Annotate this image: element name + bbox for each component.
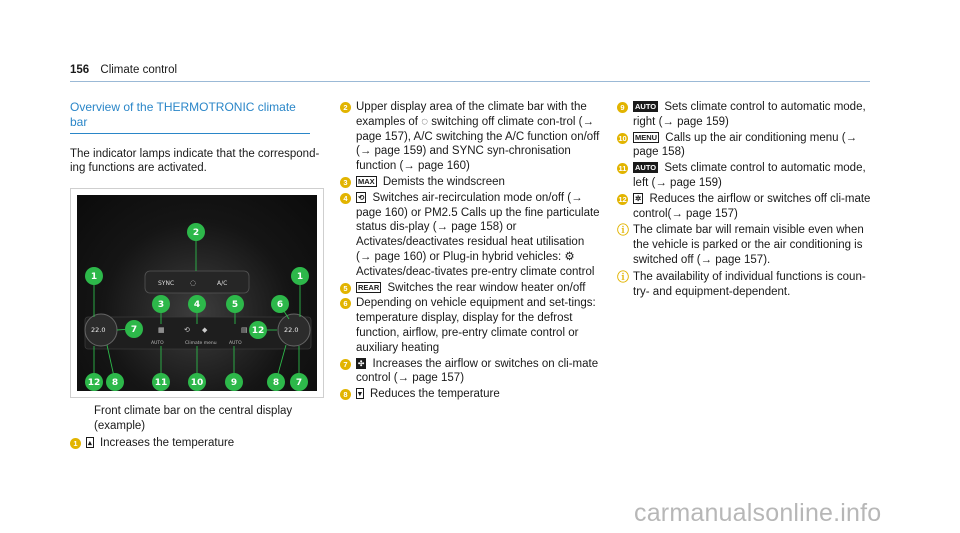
column-right xyxy=(617,100,882,299)
rear-defrost-glyph: ▤ xyxy=(241,326,248,335)
svg-text:10: 10 xyxy=(190,378,204,389)
list-item-5 xyxy=(340,281,602,296)
list-item-7 xyxy=(340,357,602,387)
item-number: 11 xyxy=(618,164,627,174)
auto-icon: AUTO xyxy=(635,102,657,111)
svg-text:12: 12 xyxy=(251,326,265,337)
item-number: 4 xyxy=(340,193,351,204)
item-text: Sets climate control to automatic mode, right (→ page 159) xyxy=(633,101,866,128)
item-text: Reduces the temperature xyxy=(369,388,500,401)
svg-text:8: 8 xyxy=(272,378,280,389)
column-left xyxy=(70,100,325,452)
item-text: Increases the airflow or switches on cli-mate control (→ page 157) xyxy=(356,357,599,385)
defrost-glyph: ▦ xyxy=(158,326,165,335)
item-text: Upper display area of the climate bar with the examples of ◌ switching off climate con-trol (→ page 157), A/C switching the A/C function on/off (→ page 159) and SYNC syn-chronisation function (→ page 160) xyxy=(356,101,600,173)
car-glyph: ◆ xyxy=(202,326,208,335)
item-number: 3 xyxy=(340,177,351,188)
fan-reduce-icon: ✲ xyxy=(635,193,642,203)
note-1 xyxy=(617,223,882,267)
sync-label: SYNC xyxy=(158,280,175,288)
list-item-12 xyxy=(617,192,882,222)
info-icon: ⓘ xyxy=(617,269,630,284)
item-number: 1 xyxy=(70,438,81,449)
climate-menu-label: Climate menu xyxy=(185,341,217,347)
item-number: 9 xyxy=(617,102,628,113)
svg-text:2: 2 xyxy=(192,228,200,239)
page-header xyxy=(70,63,870,82)
svg-text:9: 9 xyxy=(230,378,238,389)
page-number: 156 xyxy=(70,64,90,76)
temp-left: 22.0 xyxy=(91,326,106,335)
item-text: Calls up the air conditioning menu (→ page 158) xyxy=(633,131,858,159)
info-icon: ⓘ xyxy=(617,223,630,238)
list-item-6 xyxy=(340,296,602,355)
list-item-9 xyxy=(617,100,882,130)
item-number: 6 xyxy=(340,298,351,309)
auto-icon: AUTO xyxy=(635,163,657,173)
item-text: Demists the windscreen xyxy=(382,175,505,188)
svg-text:5: 5 xyxy=(231,300,239,311)
menu-icon: MENU xyxy=(635,132,658,142)
section-name: Climate control xyxy=(100,64,178,76)
climate-bar-illustration xyxy=(71,189,324,398)
auto-left: AUTO xyxy=(151,341,164,347)
temp-right: 22.0 xyxy=(284,326,299,335)
triangle-up-icon: ▴ xyxy=(88,437,92,447)
svg-text:1: 1 xyxy=(90,272,98,283)
off-glyph: ◌ xyxy=(190,279,197,288)
list-item-10 xyxy=(617,131,882,161)
windscreen-max-icon: MAX xyxy=(358,176,375,186)
item-text: Switches air-recirculation mode on/off (→ page 160) or PM2.5 Calls up the fine particulate status dis-play (→ page 158) or Activates/deactivates residual heat utilisation (→ page 160) or Plug-in hybrid vehicles: ⚙ Activates/deac-tivates pre-entry climate control xyxy=(356,191,600,278)
item-text: Increases the temperature xyxy=(99,436,235,449)
svg-text:4: 4 xyxy=(193,300,201,311)
item-number: 12 xyxy=(618,194,627,204)
watermark: carmanualsonline.info xyxy=(634,499,882,527)
note-text: The availability of individual functions is coun-try- and equipment-dependent. xyxy=(633,270,866,298)
list-item-8 xyxy=(340,387,602,402)
recirc-glyph: ⟲ xyxy=(184,326,190,335)
list-item-4 xyxy=(340,191,602,280)
item-number: 5 xyxy=(340,283,351,294)
intro-text: The indicator lamps indicate that the correspond-ing functions are activated. xyxy=(70,147,320,175)
note-text: The climate bar will remain visible even when the vehicle is parked or the air conditioning is switched off (→ page 157). xyxy=(633,224,864,266)
figure-caption: Front climate bar on the central display (example) xyxy=(94,405,293,432)
item-text: Reduces the airflow or switches off cli-mate control(→ page 157) xyxy=(633,192,871,220)
svg-text:11: 11 xyxy=(154,378,168,389)
svg-text:3: 3 xyxy=(157,300,165,311)
item-text: Depending on vehicle equipment and set-tings: temperature display, display for the defrost function, airflow, pre-entry climate control or auxiliary heating xyxy=(356,297,596,354)
svg-text:1: 1 xyxy=(296,272,304,283)
item-text: Switches the rear window heater on/off xyxy=(387,281,586,294)
item-number: 7 xyxy=(340,359,351,370)
svg-text:7: 7 xyxy=(295,378,303,389)
svg-text:8: 8 xyxy=(111,378,119,389)
svg-text:12: 12 xyxy=(87,378,101,389)
climate-bar-figure xyxy=(70,188,324,398)
item-text: Sets climate control to automatic mode, left (→ page 159) xyxy=(633,162,866,189)
section-title: Overview of the THERMOTRONIC climate bar xyxy=(70,100,310,134)
fan-icon: ✣ xyxy=(358,358,365,368)
list-item-3 xyxy=(340,175,602,190)
item-number: 2 xyxy=(340,102,351,113)
recirculation-icon: ⟲ xyxy=(358,192,365,202)
column-middle xyxy=(340,100,602,403)
item-number: 10 xyxy=(618,133,627,143)
list-item-1 xyxy=(70,436,325,451)
list-item-2 xyxy=(340,100,602,174)
rear-window-heater-icon: REAR xyxy=(358,282,380,292)
svg-text:6: 6 xyxy=(276,300,284,311)
triangle-down-icon: ▾ xyxy=(358,389,362,399)
item-number: 8 xyxy=(340,389,351,400)
note-2 xyxy=(617,270,882,300)
svg-text:7: 7 xyxy=(130,325,138,336)
auto-right: AUTO xyxy=(229,341,242,347)
ac-label: A/C xyxy=(217,280,228,288)
list-item-11 xyxy=(617,161,882,191)
